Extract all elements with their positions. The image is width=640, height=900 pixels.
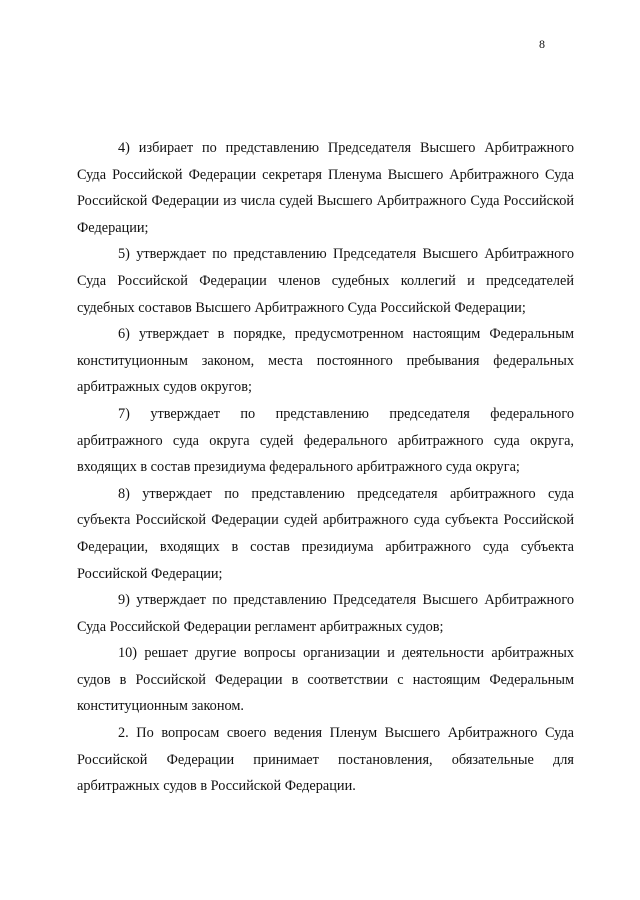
paragraph-item-5: 5) утверждает по представлению Председателя Высшего Арбитражного Суда Российской Федерации членов судебных коллегий и председателей судебных составов Высшего Арбитражного Суда Российской Федерации; (77, 246, 574, 316)
paragraph-section-2: 2. По вопросам своего ведения Пленум Высшего Арбитражного Суда Российской Федерации принимает постановления, обязательные для арбитражных судов в Российской Федерации. (77, 725, 574, 795)
paragraph-item-8: 8) утверждает по представлению председателя арбитражного суда субъекта Российской Федерации судей арбитражного суда субъекта Российской Федерации, входящих в состав президиума арбитражного суда субъекта Российской Федерации; (77, 485, 574, 582)
document-body (77, 135, 574, 800)
page-number: 8 (539, 37, 545, 51)
paragraph-item-10: 10) решает другие вопросы организации и деятельности арбитражных судов в Российской Федерации в соответствии с настоящим Федеральным конституционным законом. (77, 645, 574, 715)
paragraph-item-7: 7) утверждает по представлению председателя федерального арбитражного суда округа судей федерального арбитражного суда округа, входящих в состав президиума федерального арбитражного суда округа; (77, 405, 574, 476)
paragraph-item-4: 4) избирает по представлению Председателя Высшего Арбитражного Суда Российской Федерации секретаря Пленума Высшего Арбитражного Суда Российской Федерации из числа судей Высшего Арбитражного Суда Российской Федерации; (77, 140, 574, 236)
paragraph-item-9: 9) утверждает по представлению Председателя Высшего Арбитражного Суда Российской Федерации регламент арбитражных судов; (77, 592, 574, 635)
paragraph-item-6: 6) утверждает в порядке, предусмотренном настоящим Федеральным конституционным законом, места постоянного пребывания федеральных арбитражных судов округов; (77, 326, 574, 396)
